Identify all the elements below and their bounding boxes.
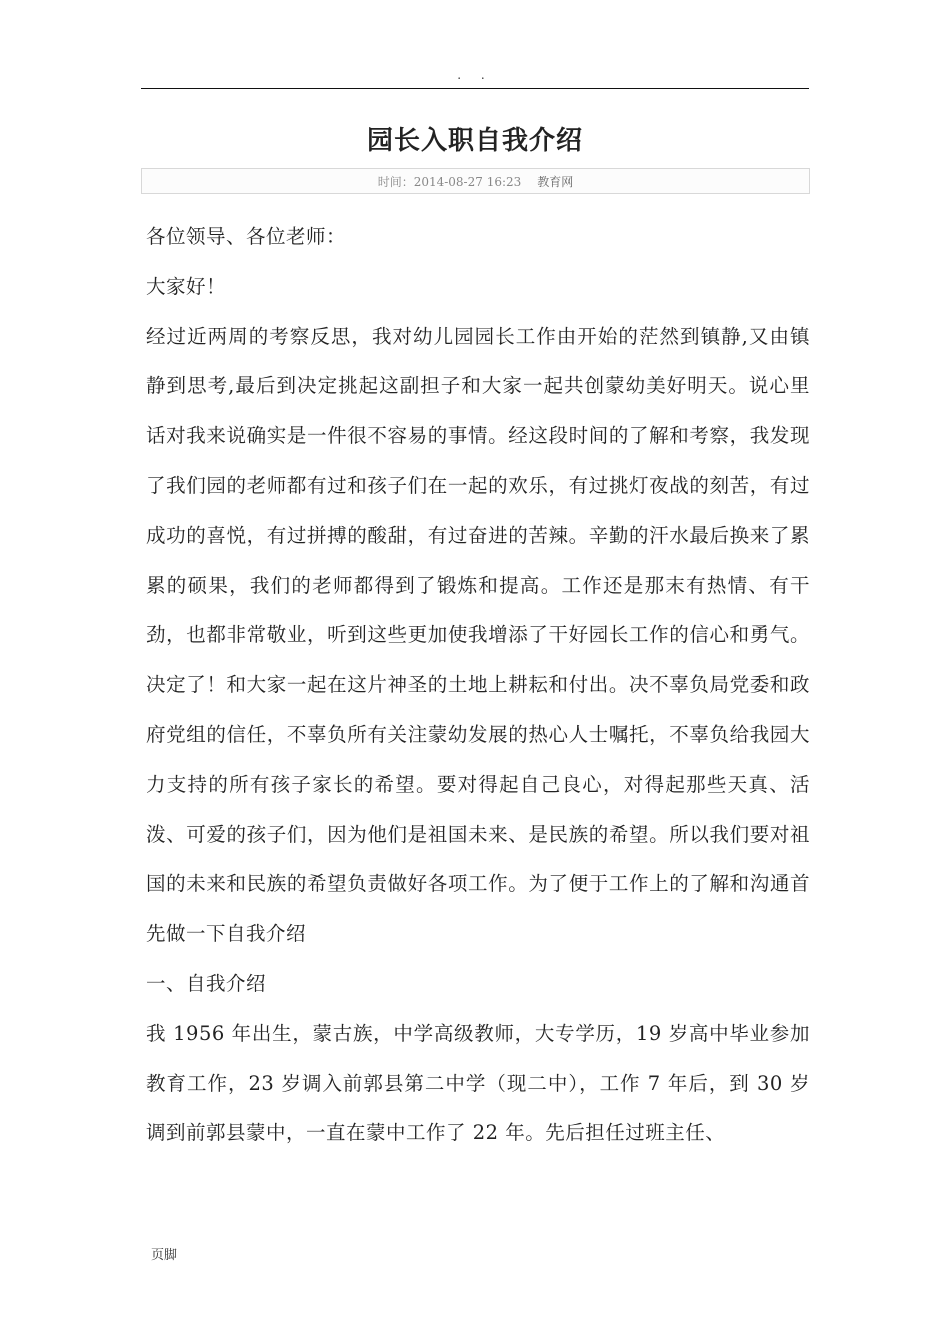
body-paragraph: 经过近两周的考察反思，我对幼儿园园长工作由开始的茫然到镇静,又由镇静到思考,最后到决定挑起这副担子和大家一起共创蒙幼美好明天。说心里话对我来说确实是一件很不容易的事情。经这段时间的了解和考察，我发现了我们园的老师都有过和孩子们在一起的欢乐，有过挑灯夜战的刻苦，有过成功的喜悦，有过拼搏的酸甜，有过奋进的苦辣。辛勤的汗水最后换来了累累的硕果，我们的老师都得到了锻炼和提高。工作还是那末有热情、有干劲，也都非常敬业，听到这些更加使我增添了干好园长工作的信心和勇气。决定了！和大家一起在这片神圣的土地上耕耘和付出。决不辜负局党委和政府党组的信任，不辜负所有关注蒙幼发展的热心人士嘱托，不辜负给我园大力支持的所有孩子家长的希望。要对得起自己良心，对得起那些天真、活泼、可爱的孩子们，因为他们是祖国未来、是民族的希望。所以我们要对祖国的未来和民族的希望负责做好各项工作。为了便于工作上的了解和沟通首先做一下自我介绍 xyxy=(146,324,810,946)
article-body xyxy=(146,212,810,1158)
article-title: 园长入职自我介绍 xyxy=(366,126,583,156)
header-text: . . xyxy=(457,68,493,82)
page-footer: 页脚 xyxy=(151,1248,178,1263)
article-meta xyxy=(141,168,810,194)
source-link[interactable]: 教育网 xyxy=(537,174,574,189)
publish-time: 时间：2014-08-27 16:23 xyxy=(377,174,522,189)
salutation-paragraph: 大家好！ xyxy=(146,274,227,298)
body-paragraph: 我 1956 年出生，蒙古族，中学高级教师，大专学历，19 岁高中毕业参加教育工作，23 岁调入前郭县第二中学（现二中），工作 7 年后，到 30 岁调到前郭县蒙中，一直在蒙中工作了 22 年。先后担任过班主任、 xyxy=(146,1021,810,1145)
page-header xyxy=(141,62,809,89)
greeting-paragraph: 各位领导、各位老师： xyxy=(146,225,347,248)
section-heading: 一、自我介绍 xyxy=(146,971,267,995)
